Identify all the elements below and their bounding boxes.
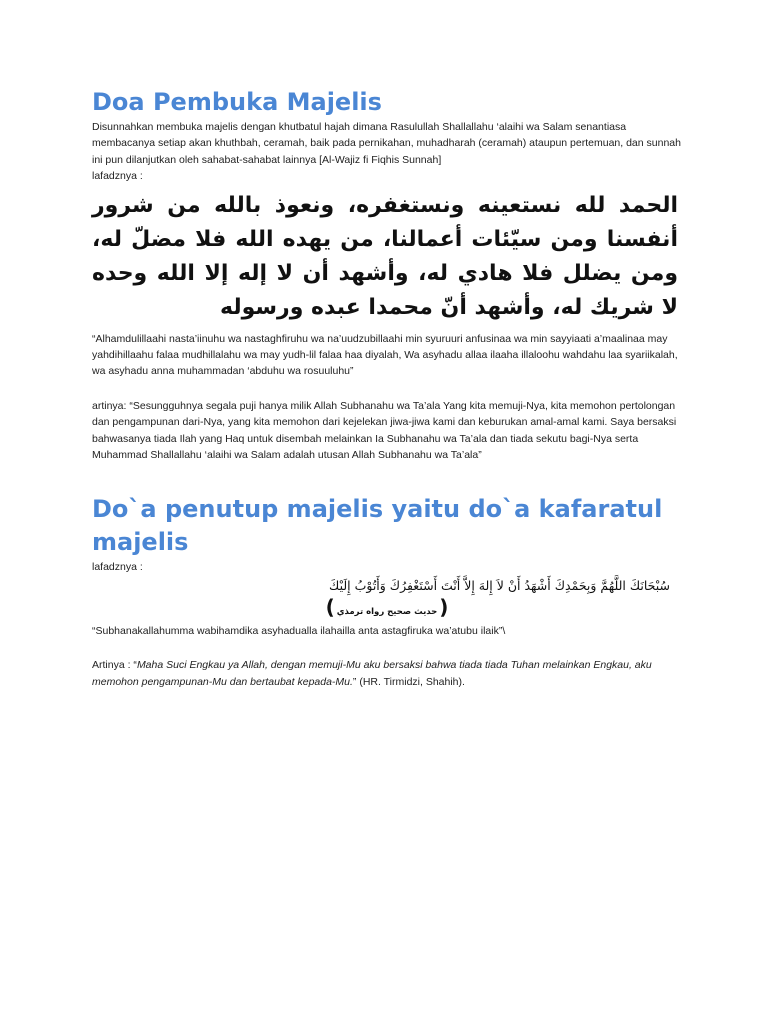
section2-translation-italic: Maha Suci Engkau ya Allah, dengan memuji-Mu aku bersaksi bahwa tiada tiada Tuhan melainkan Engkau, aku memohon pengampunan-Mu dan bertaubat kepada-Mu. (92, 659, 652, 688)
section2-translation-prefix: Artinya : “ (92, 659, 137, 672)
hadith-reference-text: حديث صحيح رواه ترمذي (336, 606, 438, 617)
section2-translation-suffix: ” (HR. Tirmidzi, Shahih). (352, 675, 465, 688)
section1-arabic-text: الحمد لله نستعينه ونستغفره، ونعوذ بالله من شرور أنفسنا ومن سيّئات أعمالنا، من يهده الله فلا مضلّ له، ومن يضلل فلا هادي له، وأشهد أن لا إله إلا الله وحده لا شريك له، وأشهد أنّ محمدا عبده ورسوله (92, 192, 678, 320)
section1-intro: Disunnahkan membuka majelis dengan khutbatul hajah dimana Rasulullah Shallallahu ‘alaihi wa Salam senantiasa membacanya setiap akan khuthbah, ceramah, baik pada pernikahan, muhadharah (ceramah) ataupun pertemuan, dan sunnah ini pun dilanjutkan oleh sahabat-sahabat lainnya [Al-Wajiz fi Fiqhis Sunnah] (92, 121, 681, 166)
section1-transliteration: “Alhamdulillaahi nasta’iinuhu wa nastaghfiruhu wa na’uudzubillaahi min syuruuri anfusinaa wa min sayyiaati a’maalinaa may yahdihillaahu falaa mudhillalahu wa may yudh-lil falaa haa diyalah, Wa asyhadu allaa ilaaha illaloohu wahdahu laa syariikalah, wa asyhadu anna muhammadan ‘abduhu wa rosuuluhu” (92, 332, 678, 378)
section2-translation (92, 657, 682, 690)
section2-arabic-text: سُبْحَانَكَ اللَّهُمَّ وَبِحَمْدِكَ أَشْهَدُ أَنْ لاَ إِلهَ إِلاَّ أَنْتَ أَسْتَغْفِرُكَ وَأَتُوْبُ إِلَيْكَ (329, 577, 670, 593)
section2-lafadz-label: lafadznya : (92, 561, 143, 574)
section2-title: Do`a penutup majelis yaitu do`a kafaratul majelis (92, 495, 663, 557)
section1-translation: artinya: “Sesungguhnya segala puji hanya milik Allah Subhanahu wa Ta’ala Yang kita memuji-Nya, kita memohon pertolongan dan pengampunan dari-Nya, yang kita memohon dari kejelekan jiwa-jiwa kami dan keburukan amal-amal kami. Saya bersaksi bahwasanya tiada Ilah yang Haq untuk disembah melainkan Ia Subhanahu wa Ta’ala dan tiada sekutu bagi-Nya serta Muhammad Shallallahu ‘alaihi wa Salam adalah utusan Allah Subhanahu wa Ta’ala” (92, 399, 677, 462)
section1-title: Doa Pembuka Majelis (92, 88, 382, 116)
document-page (92, 86, 682, 690)
section2-transliteration: “Subhanakallahumma wabihamdika asyhadualla ilahailla anta astagfiruka wa’atubu ilaik”\ (92, 624, 506, 637)
hadith-paren-open: ( (439, 594, 449, 619)
hadith-reference (92, 596, 682, 623)
hadith-paren-close: ) (325, 594, 335, 619)
section1-lafadz-label: lafadznya : (92, 170, 143, 183)
